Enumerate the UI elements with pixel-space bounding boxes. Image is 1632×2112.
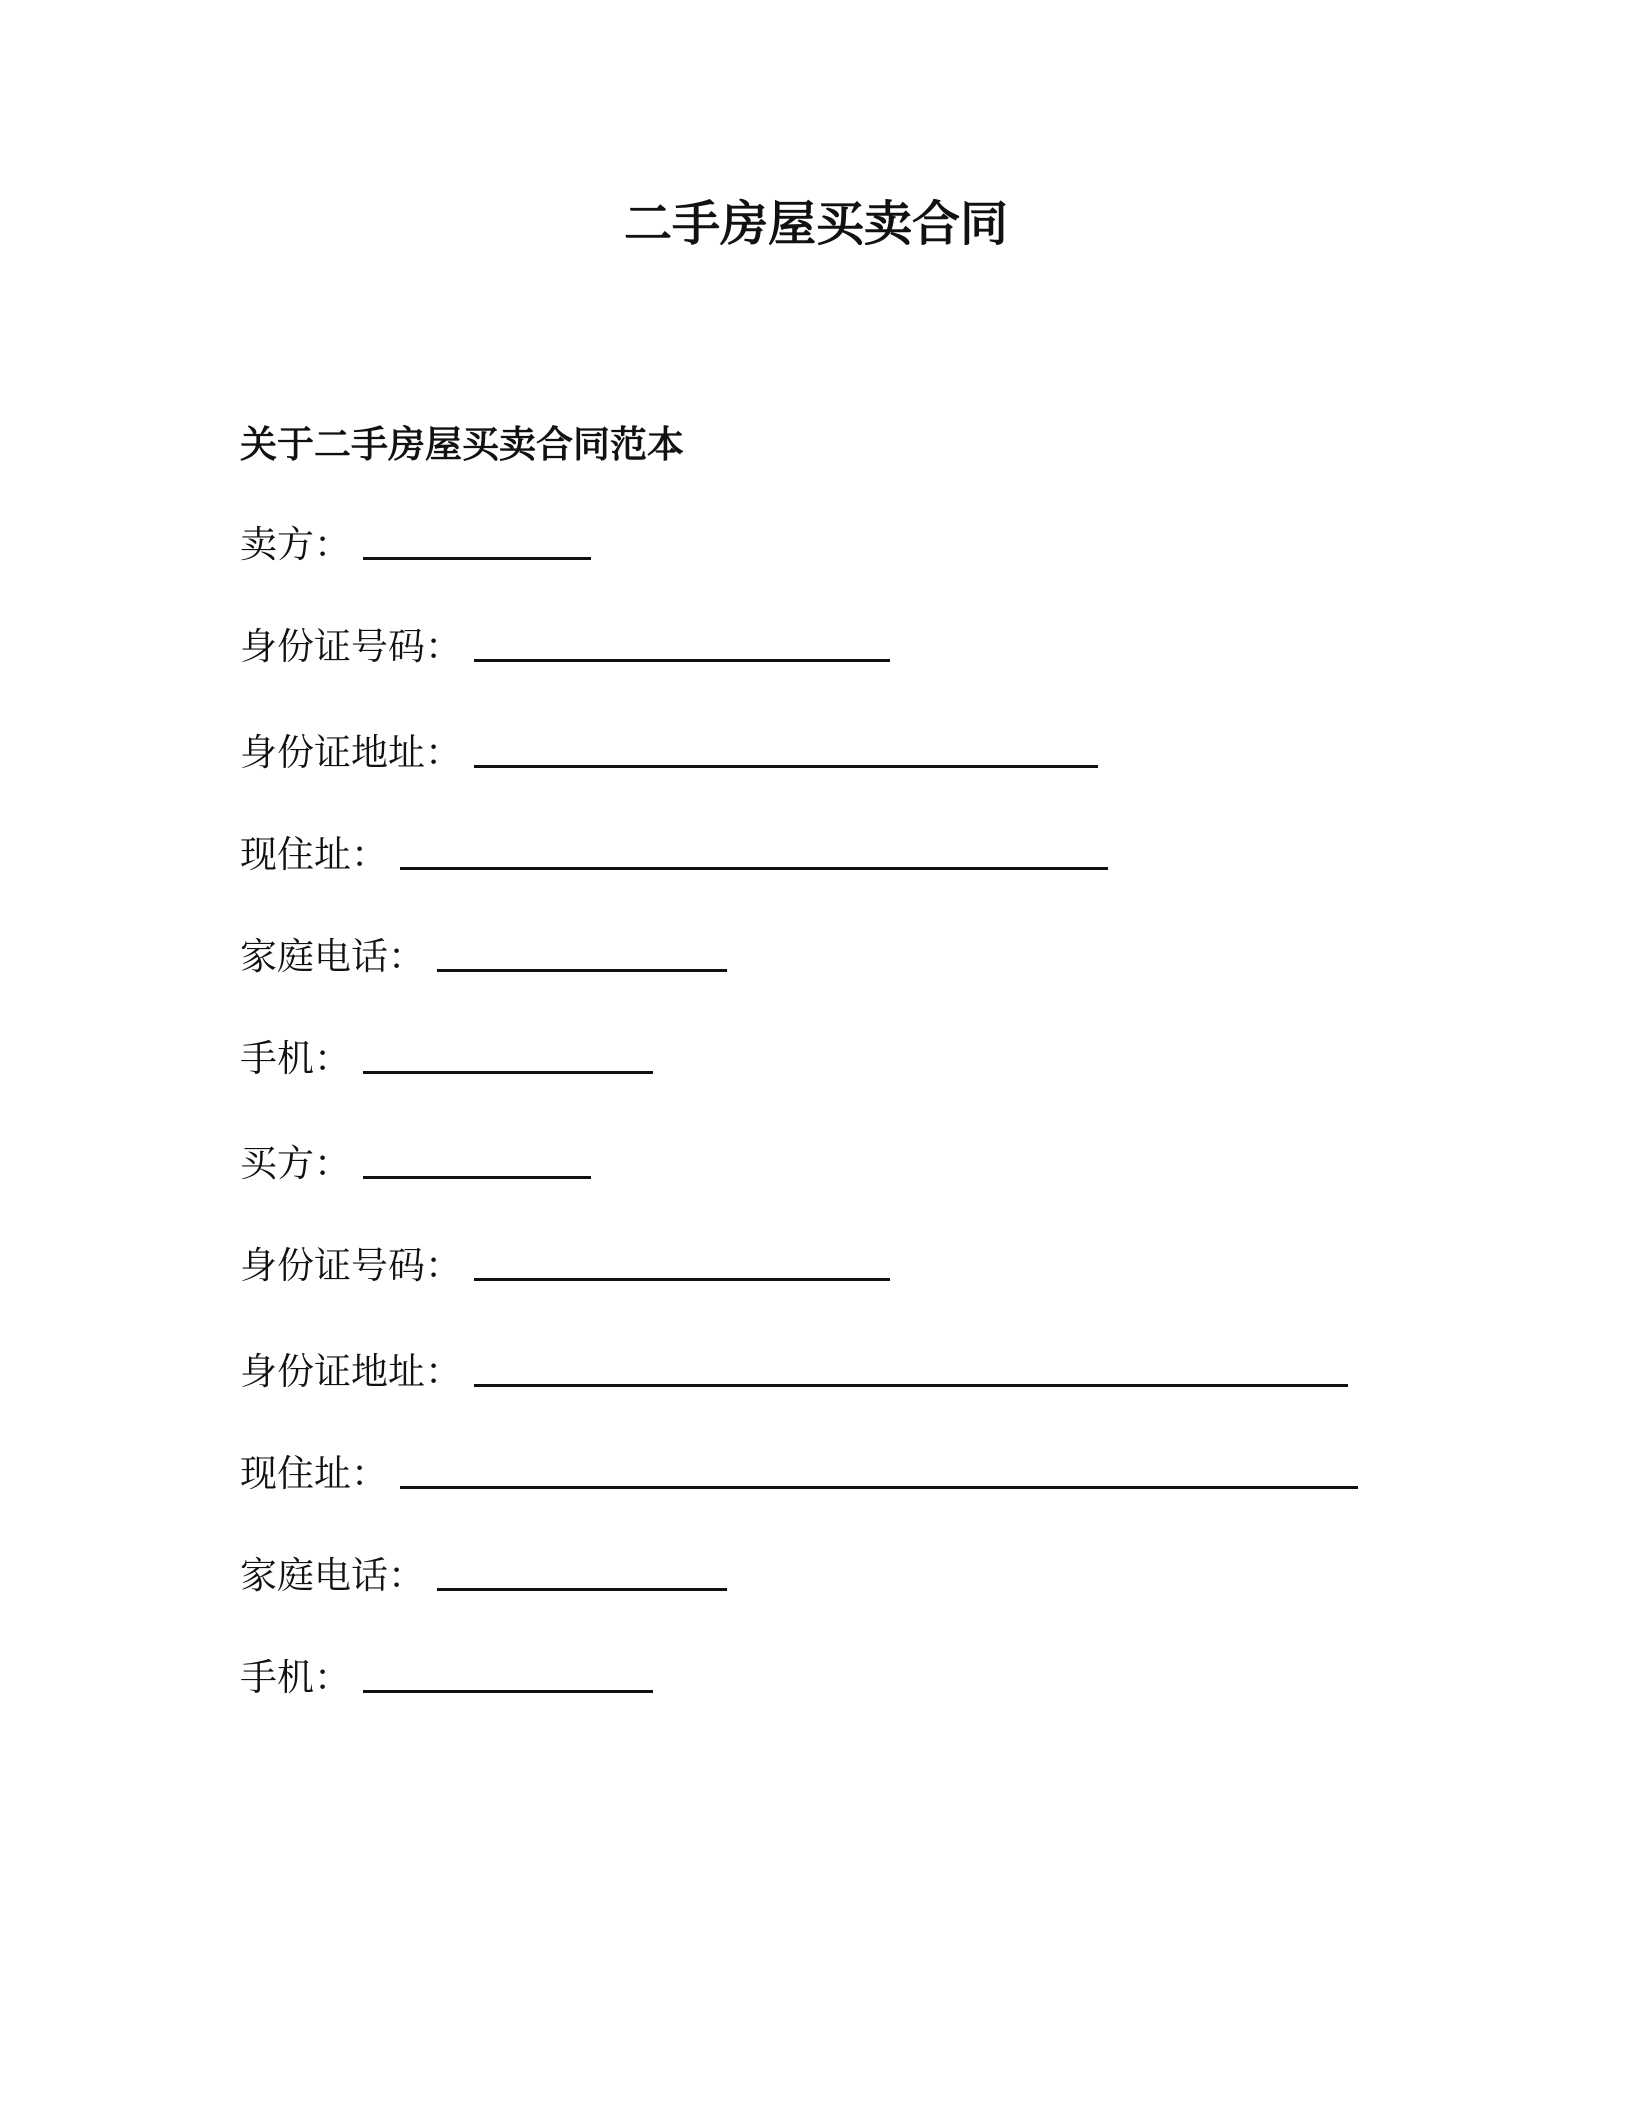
seller-id-number-field bbox=[240, 622, 890, 672]
buyer-id-address-blank[interactable] bbox=[474, 1384, 1348, 1387]
buyer-id-number-blank[interactable] bbox=[474, 1278, 890, 1281]
seller-home-phone-field bbox=[240, 932, 727, 982]
buyer-mobile-blank[interactable] bbox=[363, 1690, 653, 1693]
buyer-name-label: 买方： bbox=[240, 1142, 351, 1185]
seller-name-field bbox=[240, 520, 591, 570]
buyer-id-number-field bbox=[240, 1241, 890, 1291]
buyer-name-blank[interactable] bbox=[363, 1176, 591, 1179]
seller-home-phone-blank[interactable] bbox=[437, 969, 727, 972]
seller-mobile-field bbox=[240, 1034, 653, 1084]
buyer-home-phone-field bbox=[240, 1551, 727, 1601]
seller-id-number-label: 身份证号码： bbox=[240, 625, 462, 668]
seller-home-phone-label: 家庭电话： bbox=[240, 935, 425, 978]
buyer-current-address-field bbox=[240, 1449, 1358, 1499]
buyer-id-address-field bbox=[240, 1347, 1348, 1397]
seller-id-address-label: 身份证地址： bbox=[240, 731, 462, 774]
seller-mobile-blank[interactable] bbox=[363, 1071, 653, 1074]
buyer-current-address-blank[interactable] bbox=[400, 1486, 1358, 1489]
buyer-home-phone-label: 家庭电话： bbox=[240, 1554, 425, 1597]
document-title: 二手房屋买卖合同 bbox=[623, 196, 1008, 252]
seller-id-address-blank[interactable] bbox=[474, 765, 1098, 768]
buyer-mobile-field bbox=[240, 1653, 653, 1703]
buyer-id-number-label: 身份证号码： bbox=[240, 1244, 462, 1287]
seller-name-blank[interactable] bbox=[363, 557, 591, 560]
seller-id-address-field bbox=[240, 728, 1098, 778]
seller-current-address-label: 现住址： bbox=[240, 833, 388, 876]
buyer-id-address-label: 身份证地址： bbox=[240, 1350, 462, 1393]
document-subtitle: 关于二手房屋买卖合同范本 bbox=[240, 423, 684, 466]
seller-current-address-blank[interactable] bbox=[400, 867, 1108, 870]
seller-id-number-blank[interactable] bbox=[474, 659, 890, 662]
buyer-mobile-label: 手机： bbox=[240, 1656, 351, 1699]
seller-mobile-label: 手机： bbox=[240, 1037, 351, 1080]
seller-current-address-field bbox=[240, 830, 1108, 880]
buyer-name-field bbox=[240, 1139, 591, 1189]
buyer-home-phone-blank[interactable] bbox=[437, 1588, 727, 1591]
buyer-current-address-label: 现住址： bbox=[240, 1452, 388, 1495]
seller-name-label: 卖方： bbox=[240, 523, 351, 566]
